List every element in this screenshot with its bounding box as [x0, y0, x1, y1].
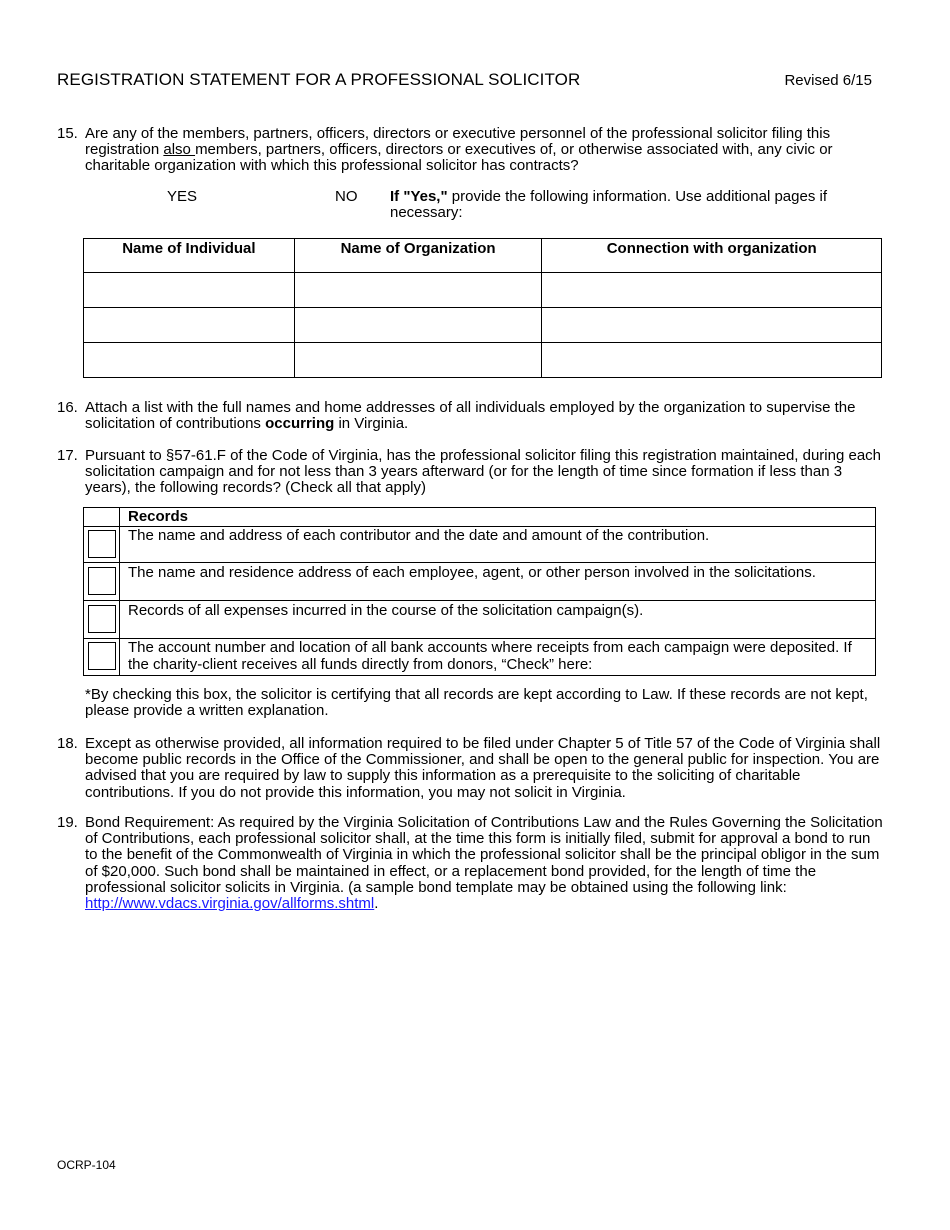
question-15 — [57, 126, 887, 175]
records-header: Records — [120, 508, 876, 527]
certification-note: *By checking this box, the solicitor is certifying that all records are kept according to Law. If these records are not kept, please provide a written explanation. — [85, 686, 868, 720]
table-cell[interactable] — [84, 308, 295, 343]
question-text: Attach a list with the full names and home addresses of all individuals employed by the organization to supervise the solicitation of contributions occurring in Virginia. — [85, 399, 856, 433]
question-text: Are any of the members, partners, officers, directors or executive personnel of the professional solicitor filing this registration also members, partners, officers, directors or executives of, or otherwise associated with, any civic or charitable organization with which this professional solicitor has contracts? — [85, 125, 833, 175]
record-checkbox-cell — [84, 527, 120, 563]
allforms-link[interactable]: http://www.vdacs.virginia.gov/allforms.shtml — [85, 895, 375, 913]
question-18 — [57, 736, 887, 801]
question-17 — [57, 448, 887, 497]
associations-table — [83, 238, 882, 378]
record-checkbox-cell — [84, 601, 120, 639]
table-row — [84, 308, 882, 343]
record-label: The name and address of each contributor and the date and amount of the contribution. — [120, 527, 876, 563]
record-checkbox-cell — [84, 639, 120, 675]
table-row — [84, 563, 876, 601]
form-title: REGISTRATION STATEMENT FOR A PROFESSIONAL SOLICITOR — [57, 70, 581, 89]
yes-option[interactable]: YES — [167, 188, 198, 205]
record-checkbox-cell — [84, 563, 120, 601]
table-cell[interactable] — [542, 308, 882, 343]
table-row — [84, 639, 876, 675]
table-header-row — [84, 239, 882, 273]
question-text: Except as otherwise provided, all information required to be filed under Chapter 5 of Title 57 of the Code of Virginia shall become public records in the Office of the Commissioner, and shall be open to the general public for inspection. You are advised that you are required by law to supply this information as a prerequisite to the soliciting of charitable contributions. If you do not provide this information, you may not solicit in Virginia. — [85, 735, 881, 801]
table-cell[interactable] — [294, 273, 542, 308]
question-number: 16. — [57, 399, 78, 416]
table-cell[interactable] — [84, 273, 295, 308]
records-table — [83, 507, 876, 676]
table-cell[interactable] — [294, 308, 542, 343]
record-checkbox[interactable] — [88, 605, 116, 633]
question-text: Bond Requirement: As required by the Virginia Solicitation of Contributions Law and the Rules Governing the Solicitation of Contributions, each professional solicitor shall, at the time this form is initially filed, submit for approval a bond to run to the benefit of the Commonwealth of Virginia in which the professional solicitor shall be the principal obligor in the sum of $20,000. Such bond shall be maintained in effect, or a replacement bond provided, for the length of time the professional solicitor solicits in Virginia. (a sample bond template may be obtained using the following link: http://www.vdacs.virginia.gov/allforms.shtml. — [85, 814, 883, 913]
table-cell[interactable] — [542, 273, 882, 308]
if-yes-instructions: If "Yes," provide the following information. Use additional pages if necessary: — [390, 188, 827, 222]
header-name-individual: Name of Individual — [84, 239, 295, 273]
header-name-organization: Name of Organization — [294, 239, 542, 273]
revision-date: Revised 6/15 — [784, 72, 872, 89]
record-checkbox[interactable] — [88, 530, 116, 558]
checkbox-column-header — [84, 508, 120, 527]
table-row — [84, 601, 876, 639]
table-cell[interactable] — [542, 343, 882, 378]
record-checkbox[interactable] — [88, 567, 116, 595]
record-label: The account number and location of all bank accounts where receipts from each campaign were deposited. If the charity-client receives all funds directly from donors, “Check” here: — [120, 639, 876, 675]
records-header-row — [84, 508, 876, 527]
record-label: The name and residence address of each employee, agent, or other person involved in the solicitations. — [120, 563, 876, 601]
header-connection: Connection with organization — [542, 239, 882, 273]
question-19 — [57, 815, 887, 912]
question-number: 18. — [57, 735, 78, 752]
table-row — [84, 527, 876, 563]
record-checkbox[interactable] — [88, 642, 116, 670]
form-id: OCRP-104 — [57, 1158, 116, 1172]
table-cell[interactable] — [294, 343, 542, 378]
table-row — [84, 343, 882, 378]
question-16 — [57, 400, 887, 432]
question-number: 17. — [57, 447, 78, 464]
record-label: Records of all expenses incurred in the course of the solicitation campaign(s). — [120, 601, 876, 639]
table-cell[interactable] — [84, 343, 295, 378]
question-text: Pursuant to §57-61.F of the Code of Virginia, has the professional solicitor filing this registration maintained, during each solicitation campaign and for not less than 3 years afterward (or for the length of time since formation if less than 3 years), the following records? (Check all that apply) — [85, 447, 882, 497]
no-option[interactable]: NO — [335, 188, 358, 205]
question-number: 19. — [57, 814, 78, 831]
table-row — [84, 273, 882, 308]
question-number: 15. — [57, 125, 78, 142]
